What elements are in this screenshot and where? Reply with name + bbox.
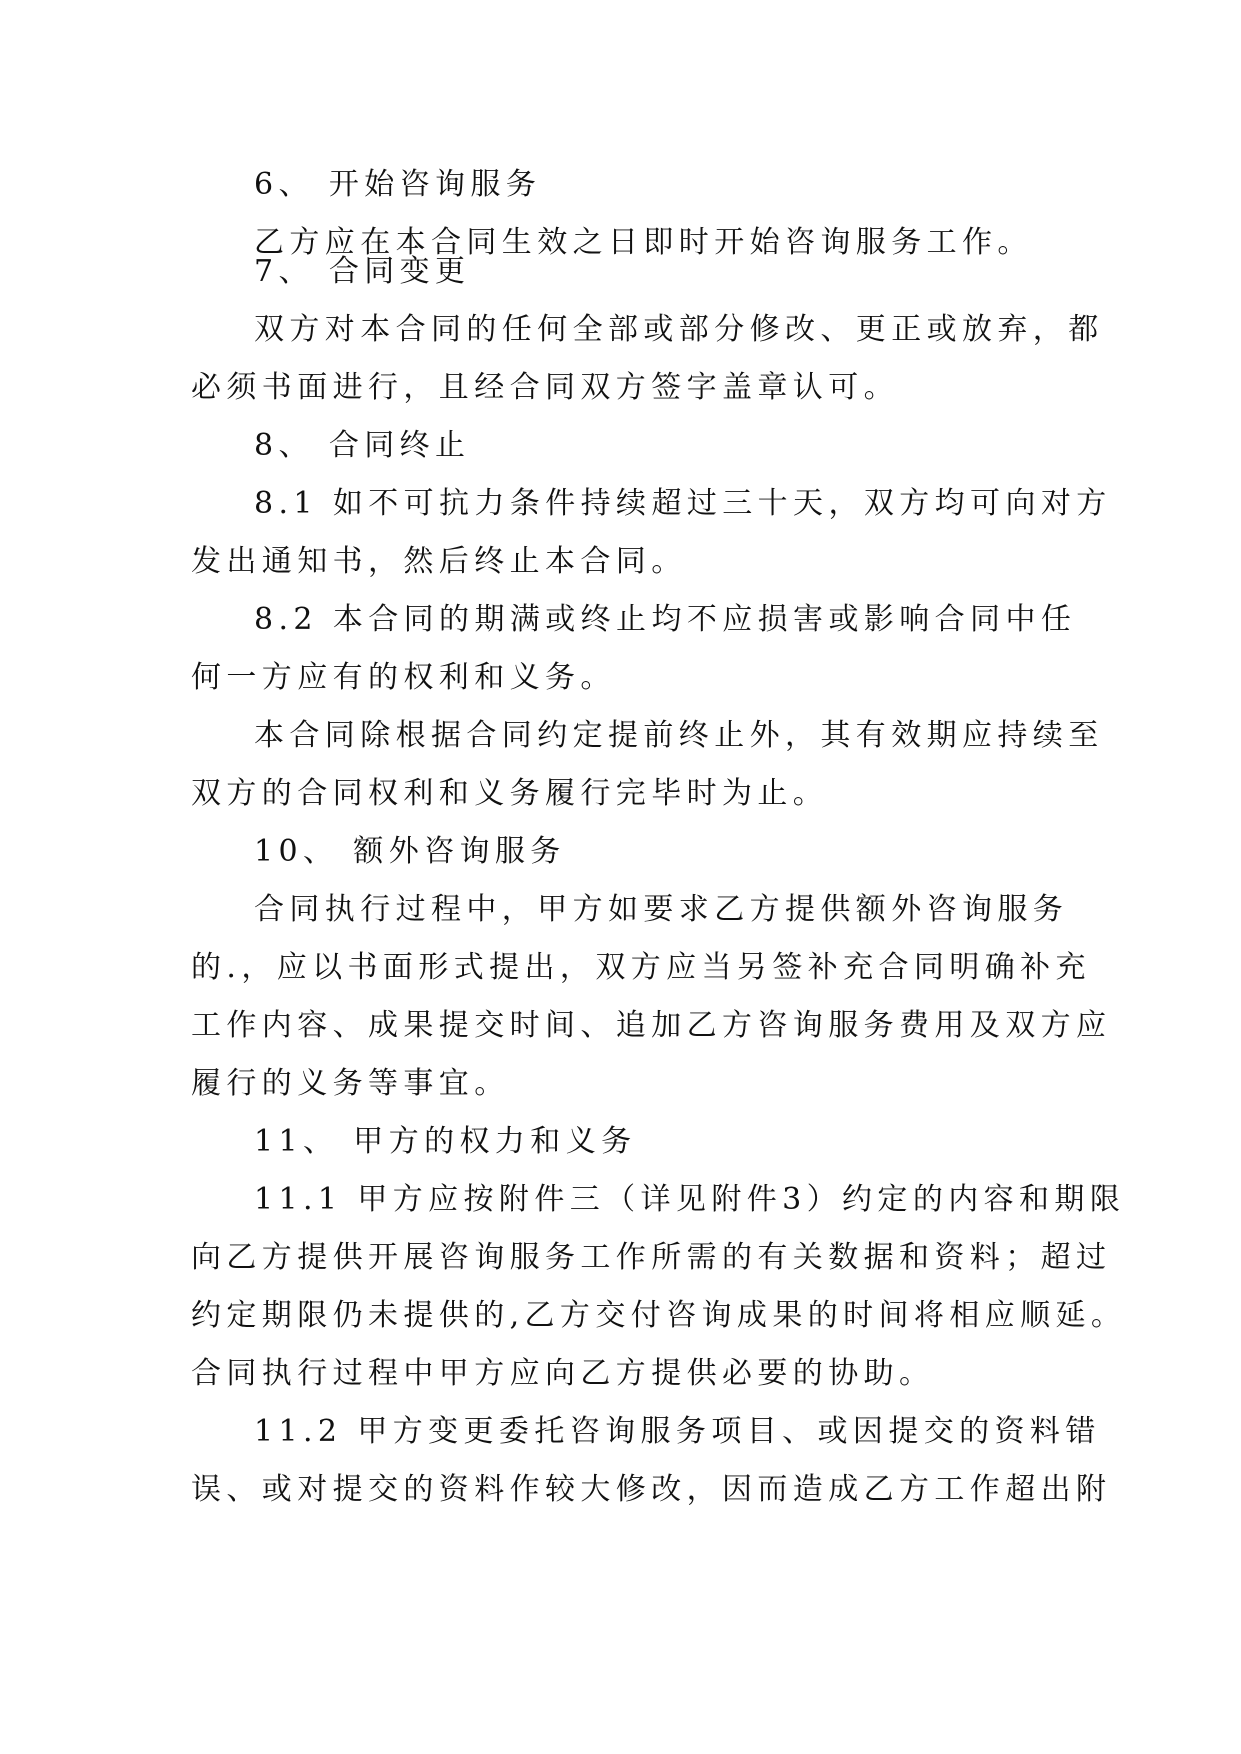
paragraph-line: 11.2 甲方变更委托咨询服务项目、或因提交的资料错 <box>254 1414 1101 1449</box>
section-10-heading: 10、 额外咨询服务 <box>254 834 566 869</box>
section-7-heading: 7、 合同变更 <box>254 254 471 289</box>
paragraph-line: 合同执行过程中甲方应向乙方提供必要的协助。 <box>191 1356 935 1391</box>
paragraph-line: 双方的合同权利和义务履行完毕时为止。 <box>191 776 829 811</box>
paragraph-line: 工作内容、成果提交时间、追加乙方咨询服务费用及双方应 <box>191 1008 1112 1043</box>
paragraph-line: 8.1 如不可抗力条件持续超过三十天，双方均可向对方 <box>254 486 1112 521</box>
paragraph-line: 8.2 本合同的期满或终止均不应损害或影响合同中任 <box>254 602 1077 637</box>
section-6-heading: 6、 开始咨询服务 <box>254 167 542 202</box>
paragraph-line: 合同执行过程中，甲方如要求乙方提供额外咨询服务 <box>254 892 1069 927</box>
paragraph-line: 履行的义务等事宜。 <box>191 1066 510 1101</box>
paragraph-line: 本合同除根据合同约定提前终止外，其有效期应持续至 <box>254 718 1104 753</box>
paragraph-line: 约定期限仍未提供的,乙方交付咨询成果的时间将相应顺延。 <box>191 1298 1127 1333</box>
paragraph-line: 的.，应以书面形式提出，双方应当另签补充合同明确补充 <box>191 950 1091 985</box>
paragraph-line: 11.1 甲方应按附件三（详见附件3）约定的内容和期限 <box>254 1182 1126 1217</box>
paragraph-line: 向乙方提供开展咨询服务工作所需的有关数据和资料；超过 <box>191 1240 1112 1275</box>
paragraph-line: 发出通知书，然后终止本合同。 <box>191 544 687 579</box>
section-8-heading: 8、 合同终止 <box>254 428 471 463</box>
paragraph-line: 误、或对提交的资料作较大修改，因而造成乙方工作超出附 <box>191 1472 1112 1507</box>
paragraph-line: 双方对本合同的任何全部或部分修改、更正或放弃，都 <box>254 312 1104 347</box>
paragraph-line: 乙方应在本合同生效之日即时开始咨询服务工作。 <box>254 225 1033 260</box>
paragraph-line: 必须书面进行，且经合同双方签字盖章认可。 <box>191 370 899 405</box>
paragraph-line: 何一方应有的权利和义务。 <box>191 660 616 695</box>
section-11-heading: 11、 甲方的权力和义务 <box>254 1124 637 1159</box>
